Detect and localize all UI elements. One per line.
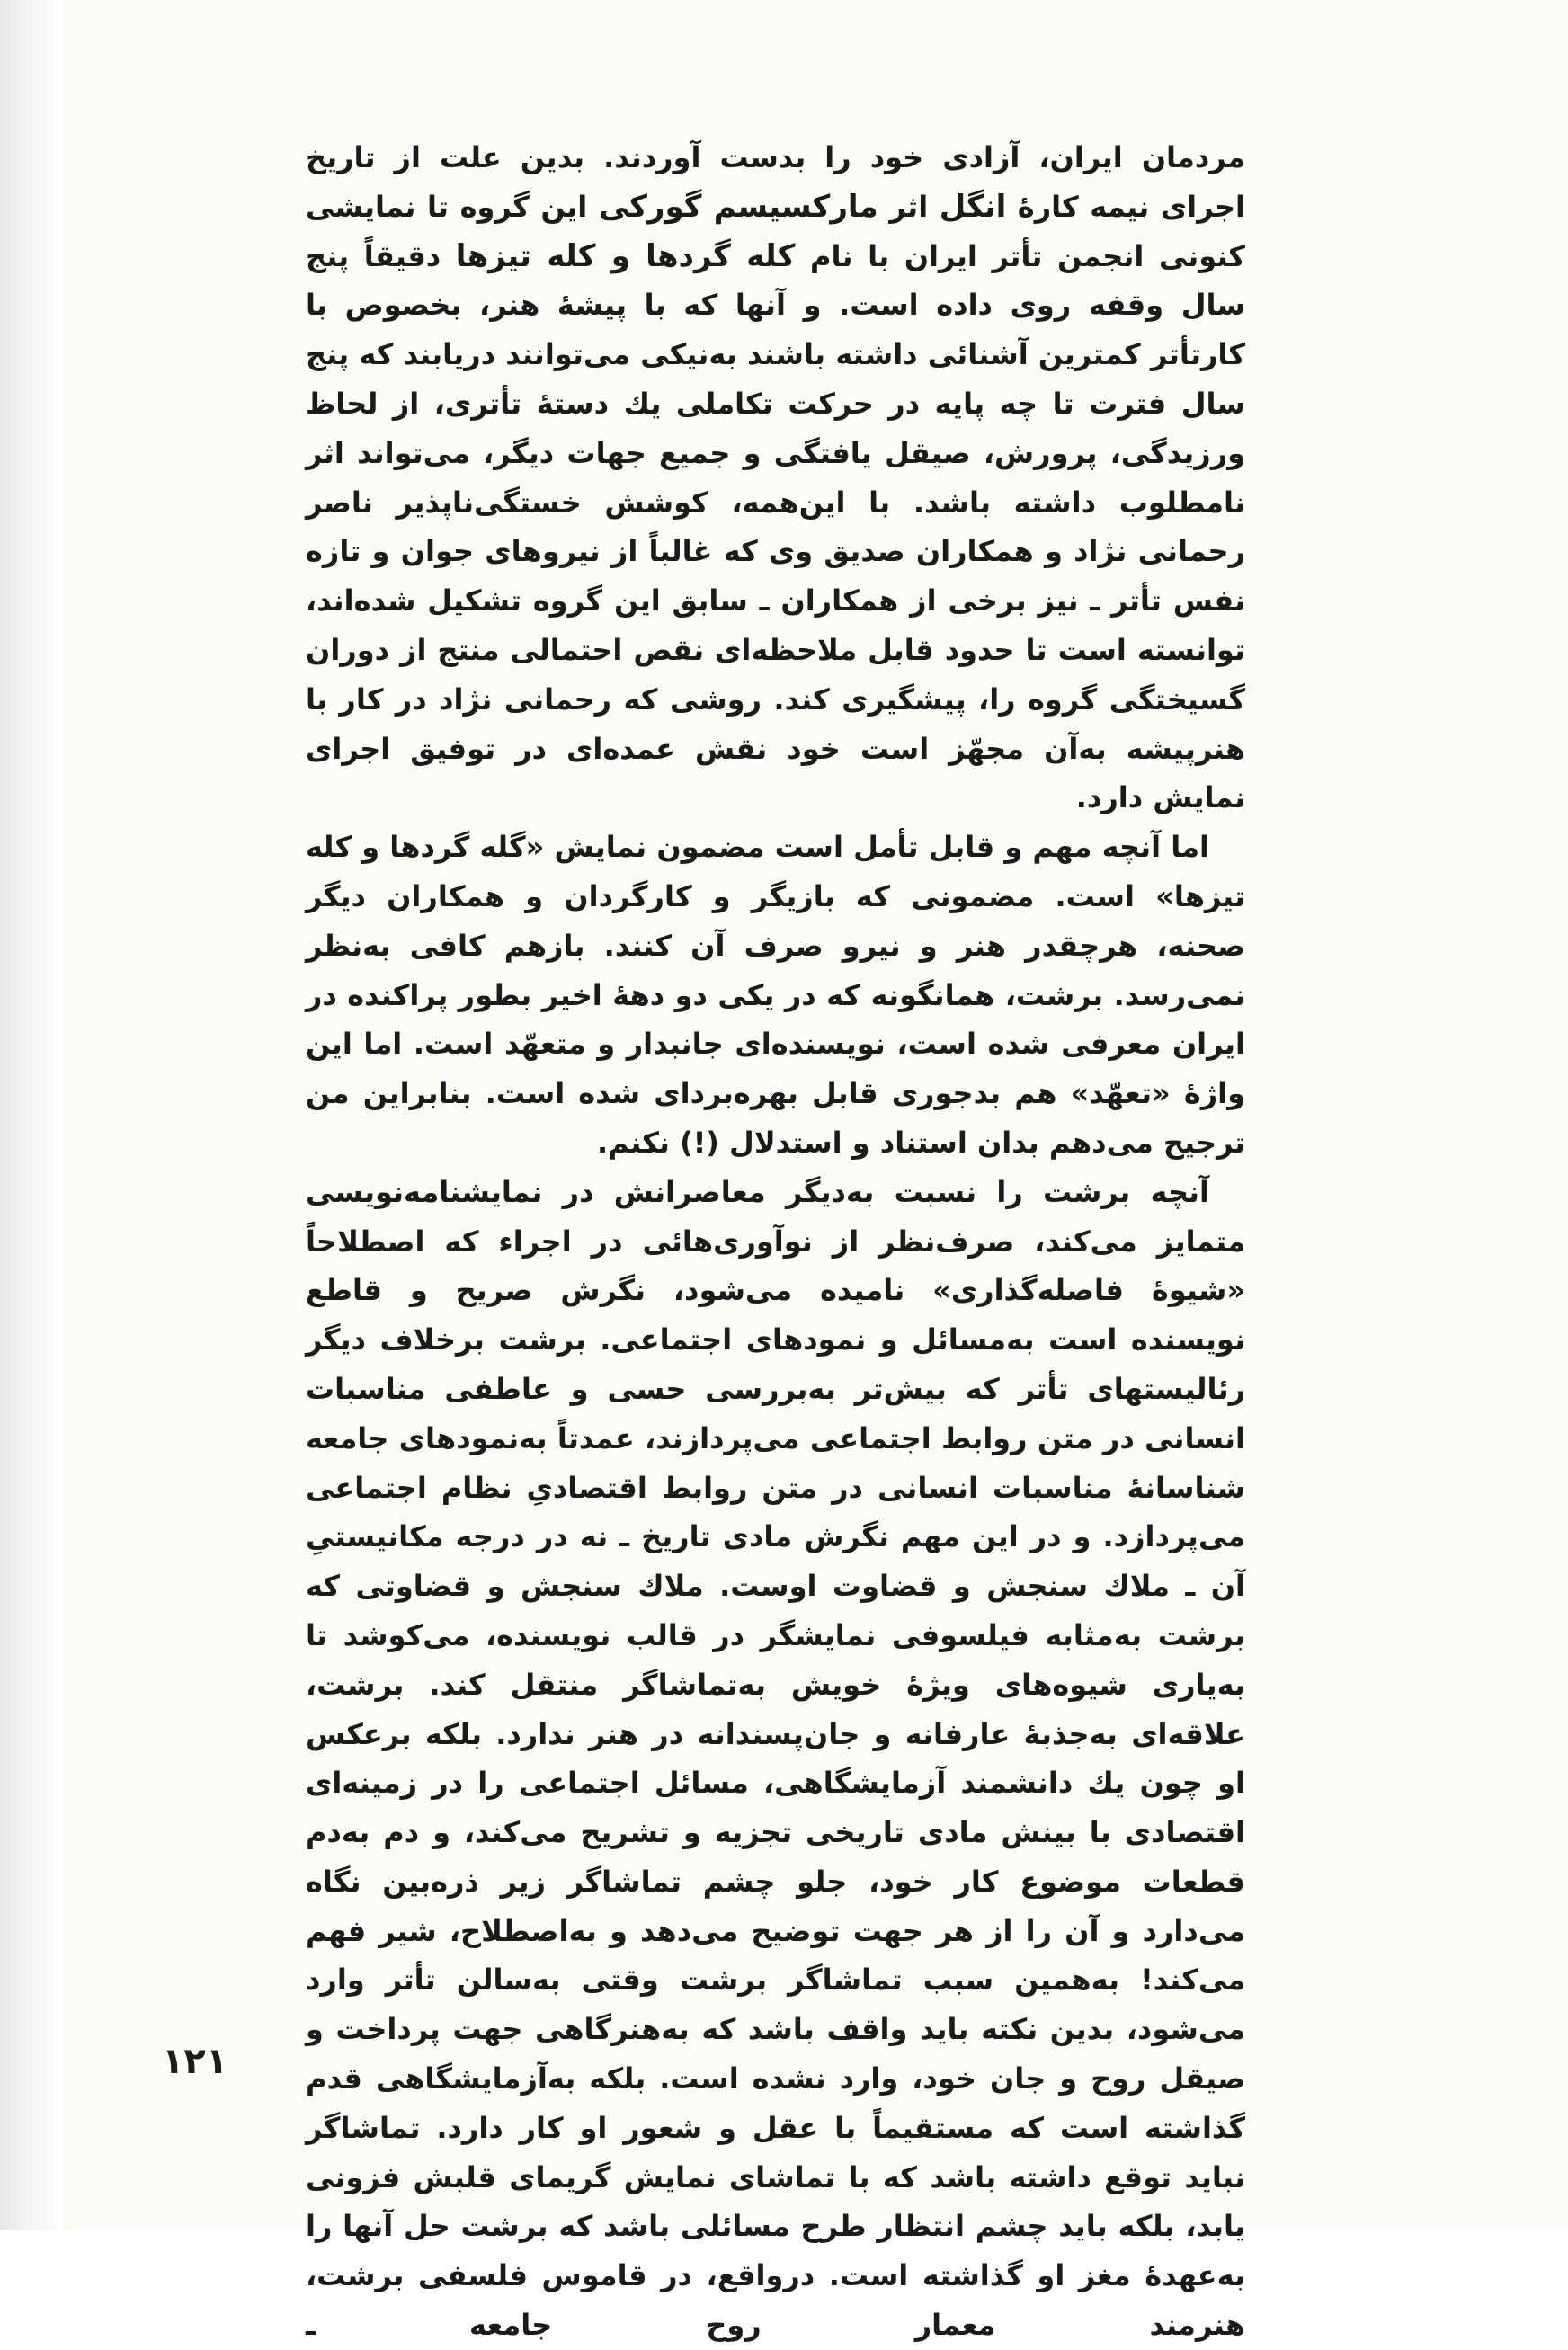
paragraph-1-text-a: مردمان ایران، آزادی خود را بدست آوردند. بدین علت از تاریخ اجرای نیمه کارهٔ: [306, 140, 1245, 224]
paragraph-1-text-b: اثر: [878, 189, 940, 224]
paragraph-1-emphasis-title-b: کله گردها و کله تیزها: [455, 237, 796, 274]
paragraph-2-text: اما آنچه مهم و قابل تأمل است مضمون نمایش «گله گردها و کله تیزها» است. مضمونی که بازیگر و کارگردان و همکاران دیگر صحنه، هرچقدر هنر و نیرو صرف آن کنند. بازهم کافی به‌نظر نمی‌رسد. برشت، همانگونه که در یکی دو دههٔ اخیر بطور پراکنده در ایران معرفی شده است، نویسنده‌ای جانبدار و متعهّد است. اما این واژهٔ «تعهّد» هم بدجوری قابل بهره‌بردای شده است. بنابراین من ترجیح می‌دهم بدان استناد و استدلال (!) نکنم.: [306, 830, 1245, 1160]
paragraph-3-text: آنچه برشت را نسبت به‌دیگر معاصرانش در نمایشنامه‌نویسی متمایز می‌کند، صرف‌نظر از نوآوری‌هائی در اجراء که اصطلاحاً «شیوهٔ فاصله‌گذاری» نامیده می‌شود، نگرش صریح و قاطع نویسنده است به‌مسائل و نمودهای اجتماعی. برشت برخلاف دیگر رئالیستهای تأتر که بیش‌تر به‌بررسی حسی و عاطفی مناسبات انسانی در متن روابط اجتماعی می‌پردازند، عمدتاً به‌نمودهای جامعه شناسانهٔ مناسبات انسانی در متن روابط اقتصادیِ نظام اجتماعی می‌پردازد. و در این مهم نگرش مادی تاریخ ـ نه در درجه مکانیستیِ آن ـ ملاك سنجش و قضاوت اوست. ملاك سنجش و قضاوتی که برشت به‌مثابه فیلسوفی نمایشگر در قالب نویسنده، می‌کوشد تا به‌یاری شیوه‌های ویژهٔ خویش به‌تماشاگر منتقل کند. برشت، علاقه‌ای به‌جذبهٔ عارفانه و جان‌پسندانه در هنر ندارد. بلکه برعکس او چون یك دانشمند آزمایشگاهی، مسائل اجتماعی را در زمینه‌ای اقتصادی با بینش مادی تاریخی تجزیه و تشریح می‌کند، و دم به‌دم قطعات موضوع کار خود، جلو چشم تماشاگر زیر ذره‌بین نگاه می‌دارد و آن را از هر جهت توضیح می‌دهد و به‌اصطلاح، شیر فهم می‌کند! به‌همین سبب تماشاگر برشت وقتی به‌سالن تأتر وارد می‌شود، بدین نکته باید واقف باشد که به‌هنرگاهی جهت پرداخت و صیقل روح و جان خود، وارد نشده است. بلکه به‌آزمایشگاهی قدم گذاشته است که مستقیماً با عقل و شعور او کار دارد. تماشاگر نباید توقع داشته باشد که با تماشای نمایش گریمای قلبش فزونی یابد، بلکه باید چشم انتظار طرح مسائلی باشد که برشت حل آنها را به‌عهدهٔ مغز او گذاشته است. درواقع، در قاموس فلسفی برشت، هنرمند معمار روح جامعه ـ: [306, 1174, 1245, 2343]
paragraph-2: [306, 823, 1245, 1168]
paragraph-1-text-d: دقیقاً پنج سال وقفه روی داده است. و آنها که با پیشهٔ هنر، بخصوص با کارتأتر کمترین آشنائی داشته باشند به‌نیکی می‌توانند دریابند که پنج سال فترت تا چه پایه در حرکت تکاملی یك دستهٔ تأتری، از لحاظ ورزیدگی، پرورش، صیقل یافتگی و جمیع جهات دیگر، می‌تواند اثر نامطلوب داشته باشد. با این‌همه، کوشش خستگی‌ناپذیر ناصر رحمانی نژاد و همکاران صدیق وی که غالباً از نیروهای جوان و تازه نفس تأتر ـ نیز برخی از همکاران ـ سابق این گروه تشکیل شده‌اند، توانسته است تا حدود قابل ملاحظه‌ای نقص احتمالی منتج از دوران گسیختگی گروه را، پیشگیری کند. روشی که رحمانی نژاد در کار با هنرپیشه به‌آن مجهّز است خود نقش عمده‌ای در توفیق اجرای نمایش دارد.: [306, 238, 1245, 815]
paragraph-1-emphasis-author: مارکسیسم گورکی: [598, 188, 878, 225]
body-text: [306, 133, 1245, 2350]
paragraph-1: [306, 133, 1245, 823]
scan-margin: [0, 0, 61, 2230]
paragraph-1-emphasis-title-a: انگل: [939, 188, 1007, 225]
paragraph-1-text-c: این گروه تا نمایشی کنونی انجمن تأتر ایران با نام: [306, 189, 1246, 273]
paragraph-3: [306, 1168, 1245, 2350]
page-number: ۱۲۱: [162, 2041, 228, 2082]
